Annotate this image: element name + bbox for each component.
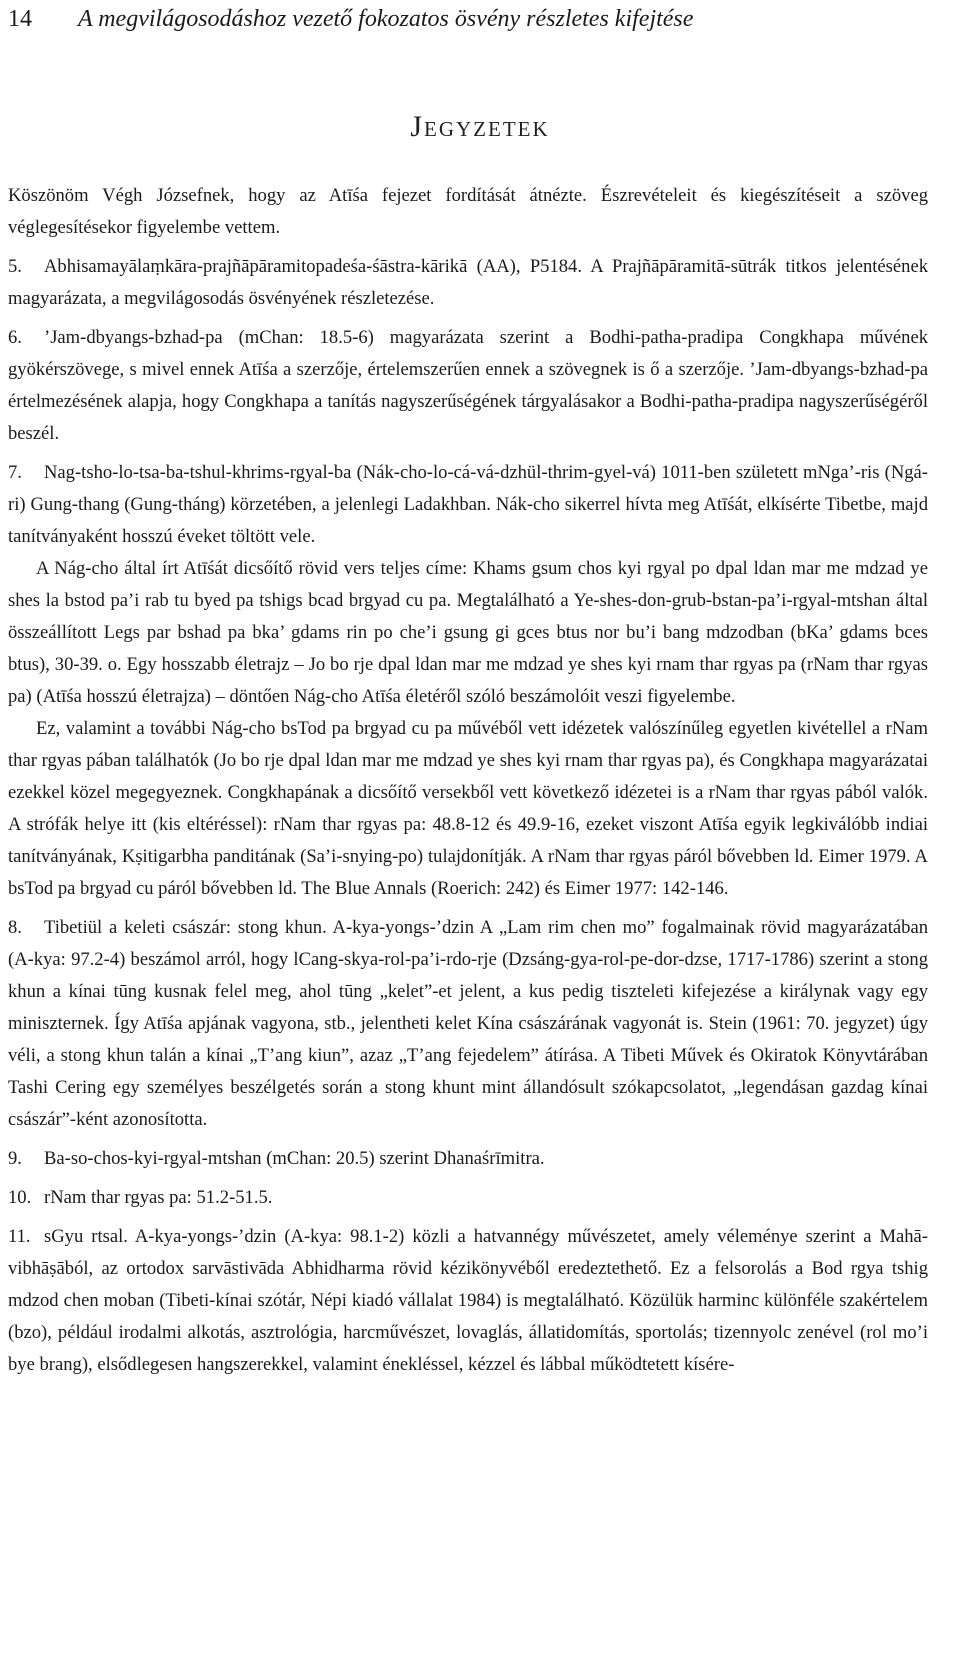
section-title: Jegyzetek	[410, 110, 550, 143]
note-intro: Köszönöm Végh Józsefnek, hogy az Atīśa fejezet fordítását átnézte. Észrevételeit és kiegészítéseit a szöveg véglegesítésekor figyelembe vettem.	[8, 185, 928, 238]
note-7-paragraph-2	[8, 553, 928, 713]
note-8	[8, 912, 928, 1136]
notes-body	[8, 180, 928, 1381]
note-6	[8, 322, 928, 450]
note-number: 9.	[8, 1148, 22, 1169]
note-text: Nag-tsho-lo-tsa-ba-tshul-khrims-rgyal-ba (Nák-cho-lo-cá-vá-dzhül-thrim-gyel-vá) 1011-ben született mNga’-ris (Ngá-ri) Gung-thang (Gung-tháng) körzetében, a jelenlegi Ladakhban. Nák-cho sikerrel hívta meg Atīśát, elkísérte Tibetbe, majd tanítványaként hosszú éveket töltött vele.	[8, 462, 928, 547]
note-number: 10.	[8, 1187, 32, 1208]
note-7	[8, 457, 928, 553]
note-7-paragraph-3	[8, 713, 928, 905]
note-text: sGyu rtsal. A-kya-yongs-’dzin (A-kya: 98.1-2) közli a hatvannégy művészetet, amely véleménye szerint a Mahā-vibhāṣāból, az ortodox sarvāstivāda Abhidharma rövid kézikönyvéből eredeztethető. Ez a felsorolás a Bod rgya tshig mdzod chen moban (Tibeti-kínai szótár, Népi kiadó vállalat 1984) is megtalálható. Közülük harminc különféle szakértelem (bzo), például irodalmi alkotás, asztrológia, harcművészet, lovaglás, állatidomítás, sportolás; tizennyolc zenével (rol mo’i bye brang), elsődlegesen hangszerekkel, valamint énekléssel, kézzel és lábbal működtetett kísére-	[8, 1226, 928, 1375]
note-10	[8, 1182, 928, 1214]
note-number: 11.	[8, 1226, 31, 1247]
note-text: rNam thar rgyas pa: 51.2-51.5.	[44, 1187, 273, 1208]
running-header	[8, 6, 948, 36]
running-title: A megvilágosodáshoz vezető fokozatos ösvény részletes kifejtése	[78, 6, 694, 32]
note-text: Tibetiül a keleti császár: stong khun. A-kya-yongs-’dzin A „Lam rim chen mo” fogalmainak rövid magyarázatában (A-kya: 97.2-4) beszámol arról, hogy lCang-skya-rol-pa’i-rdo-rje (Dzsáng-gya-rol-pe-dor-dzse, 1717-1786) szerint a stong khun a kínai tūng kusnak felel meg, ahol tūng „kelet”-et jelent, a kus pedig tiszteleti kifejezése a királynak vagy egy miniszternek. Így Atīśa apjának vagyona, stb., jelentheti kelet Kína császárának vagyonát is. Stein (1961: 70. jegyzet) úgy véli, a stong khun talán a kínai „T’ang kiun”, azaz „T’ang fejedelem” átírása. A Tibeti Művek és Okiratok Könyvtárában Tashi Cering egy személyes beszélgetés során a stong khunt mint állandósult szókapcsolatot, „legendásan gazdag kínai császár”-ként azonosította.	[8, 917, 928, 1130]
note-number: 8.	[8, 917, 22, 938]
page-number: 14	[8, 6, 32, 32]
note-text: ’Jam-dbyangs-bzhad-pa (mChan: 18.5-6) magyarázata szerint a Bodhi-patha-pradipa Congkhapa művének gyökérszövege, s mivel ennek Atīśa a szerzője, értelemszerűen ennek a szövegnek is ő a szerzője. ’Jam-dbyangs-bzhad-pa értelmezésének alapja, hogy Congkhapa a tanítás nagyszerűségének tárgyalásakor a Bodhi-patha-pradipa nagyszerűségéről beszél.	[8, 327, 928, 444]
note-number: 6.	[8, 327, 22, 348]
note-text: Ba-so-chos-kyi-rgyal-mtshan (mChan: 20.5) szerint Dhanaśrīmitra.	[44, 1148, 545, 1169]
note-text: Abhisamayālaṃkāra-prajñāpāramitopadeśa-śāstra-kārikā (AA), P5184. A Prajñāpāramitā-sūtrák titkos jelentésének magyarázata, a megvilágosodás ösvényének részletezése.	[8, 256, 928, 309]
note-number: 7.	[8, 462, 22, 483]
note-9	[8, 1143, 928, 1175]
note-11	[8, 1221, 928, 1381]
note-text: A Nág-cho által írt Atīśát dicsőítő rövid vers teljes címe: Khams gsum chos kyi rgyal po dpal ldan mar me mdzad ye shes la bstod pa’i rab tu byed pa tshigs bcad brgyad cu pa. Megtalálható a Ye-shes-don-grub-bstan-pa’i-rgyal-mtshan által összeállított Legs par bshad pa bka’ gdams rin po che’i gsung gi gces btus nor bu’i bang mdzodban (bKa’ gdams bces btus), 30-39. o. Egy hosszabb életrajz – Jo bo rje dpal ldan mar me mdzad ye shes kyi rnam thar rgyas pa (rNam thar rgyas pa) (Atīśa hosszú életrajza) – döntően Nág-cho Atīśa életéről szóló beszámolóit veszi figyelembe.	[8, 558, 928, 707]
note-text: Ez, valamint a további Nág-cho bsTod pa brgyad cu pa művéből vett idézetek valószínűleg egyetlen kivétellel a rNam thar rgyas pában találhatók (Jo bo rje dpal ldan mar me mdzad ye shes kyi rnam thar rgyas pa), és Congkhapa magyarázatai ezekkel közel megegyeznek. Congkhapának a dicsőítő versekből vett következő idézetei is a rNam thar rgyas pából valók. A strófák helye itt (kis eltéréssel): rNam thar rgyas pa: 48.8-12 és 49.9-16, ezeket viszont Atīśa egyik legkiválóbb indiai tanítványának, Kṣitigarbha panditának (Sa’i-snying-po) tulajdonítják. A rNam thar rgyas páról bővebben ld. Eimer 1979. A bsTod pa brgyad cu páról bővebben ld. The Blue Annals (Roerich: 242) és Eimer 1977: 142-146.	[8, 718, 928, 899]
note-5	[8, 251, 928, 315]
note-number: 5.	[8, 256, 22, 277]
